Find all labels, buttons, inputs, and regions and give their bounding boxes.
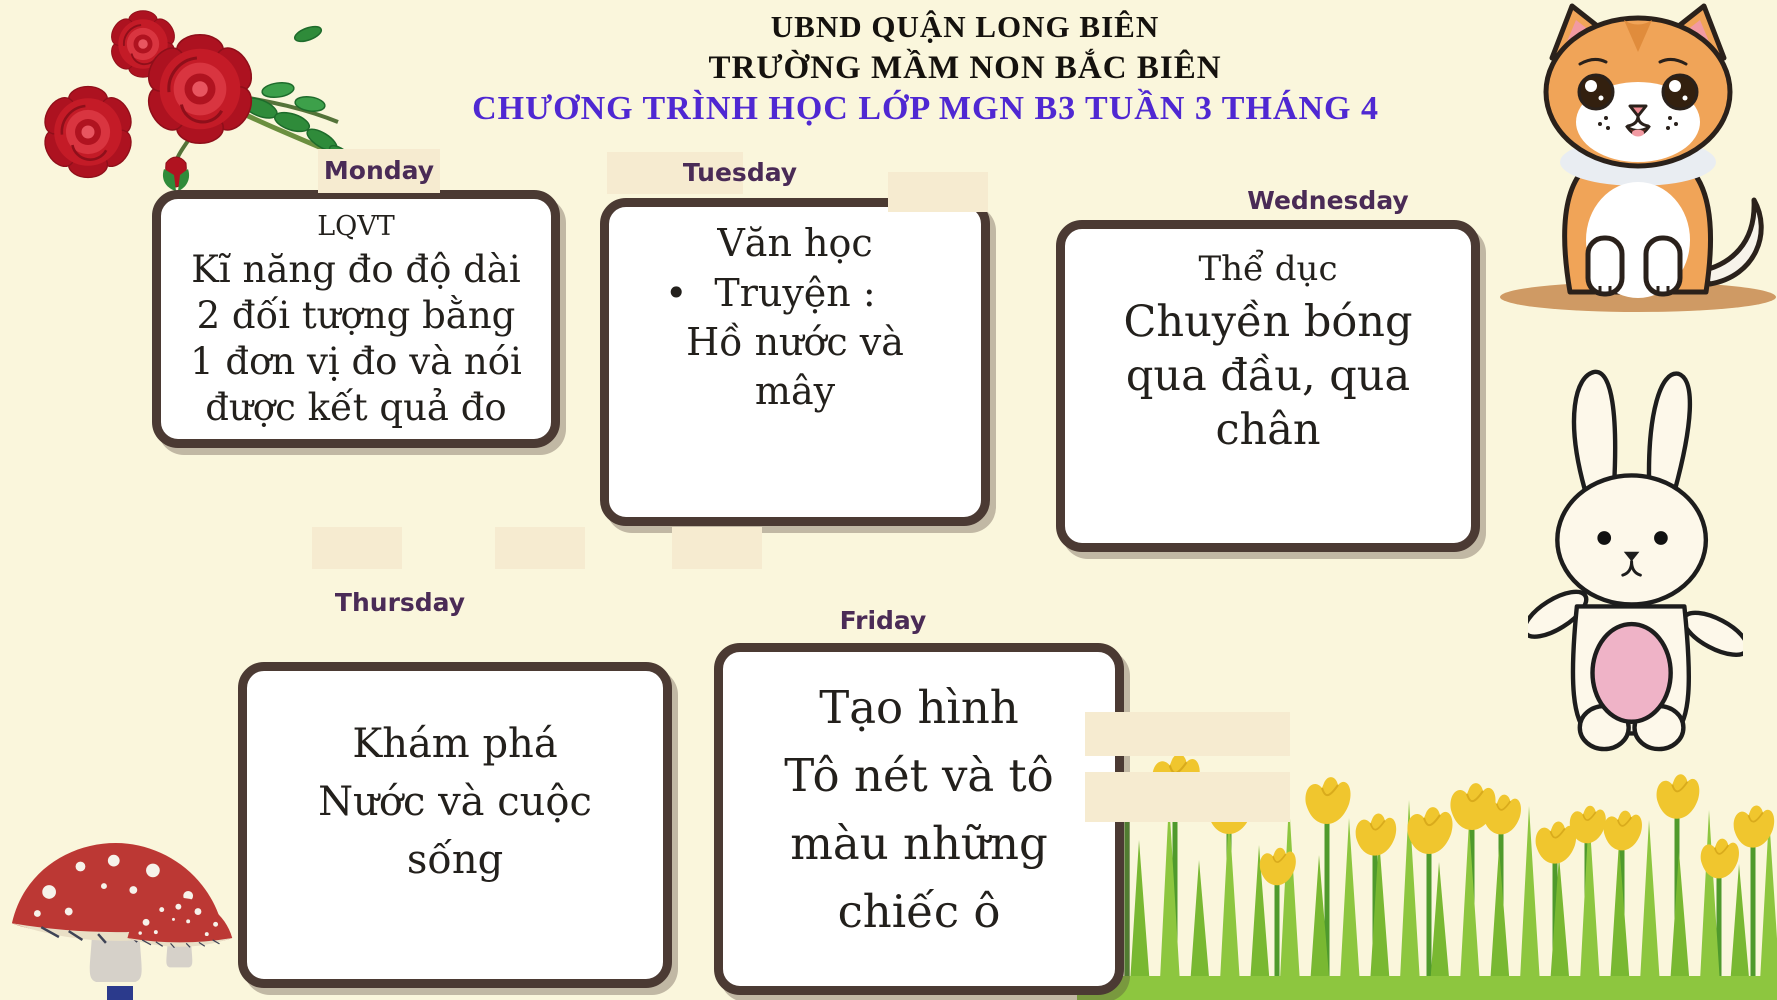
highlight-block (672, 527, 762, 569)
wednesday-subject: Thể dục (1198, 249, 1338, 289)
tuesday-line: Hồ nước và (686, 320, 904, 364)
monday-subject: LQVT (317, 211, 395, 242)
thursday-subject: Khám phá (352, 721, 558, 767)
monday-line: 2 đối tượng bằng (196, 294, 516, 337)
highlight-block (888, 172, 988, 212)
wednesday-line: Chuyền bóng (1123, 297, 1413, 347)
day-label-wednesday: Wednesday (1247, 186, 1409, 215)
tuesday-line: mây (754, 369, 836, 413)
org-title-line1: UBND QUẬN LONG BIÊN (770, 9, 1160, 44)
thursday-card (238, 662, 672, 988)
friday-card (714, 643, 1124, 995)
monday-line: 1 đơn vị đo và nói (190, 340, 522, 383)
mushrooms-illustration (8, 835, 243, 992)
monday-line: được kết quả đo (205, 386, 507, 429)
wednesday-line: chân (1215, 405, 1321, 455)
wednesday-card (1056, 220, 1480, 552)
day-label-thursday: Thursday (334, 588, 466, 617)
friday-line: màu những (790, 817, 1048, 870)
thursday-line: sống (406, 837, 504, 883)
bullet-icon: • (665, 271, 688, 315)
highlight-block (312, 527, 402, 569)
tuesday-subject: Văn học (717, 221, 873, 265)
tuesday-line (609, 269, 981, 318)
day-label-tuesday: Tuesday (682, 158, 798, 187)
tuesday-card (600, 198, 990, 526)
page-title: CHƯƠNG TRÌNH HỌC LỚP MGN B3 TUẦN 3 THÁNG 4 (472, 90, 1379, 127)
monday-line: Kĩ năng đo độ dài (191, 248, 521, 291)
highlight-block (495, 527, 585, 569)
day-label-monday: Monday (323, 156, 435, 185)
monday-card (152, 190, 560, 448)
roses-illustration (8, 4, 353, 191)
cat-illustration (1488, 0, 1777, 318)
wednesday-line: qua đầu, qua (1125, 351, 1411, 401)
bunny-illustration (1528, 362, 1743, 758)
day-label-friday: Friday (839, 606, 927, 635)
highlight-block (1085, 772, 1290, 822)
highlight-block (1085, 712, 1290, 756)
tuesday-line-text: Truyện : (714, 271, 876, 315)
friday-subject: Tạo hình (819, 681, 1019, 734)
friday-line: Tô nét và tô (784, 749, 1054, 802)
thursday-line: Nước và cuộc (318, 779, 592, 825)
cropped-corner-element (107, 986, 133, 1000)
org-title-line2: TRƯỜNG MẦM NON BẮC BIÊN (708, 50, 1222, 86)
friday-line: chiếc ô (837, 885, 1001, 938)
